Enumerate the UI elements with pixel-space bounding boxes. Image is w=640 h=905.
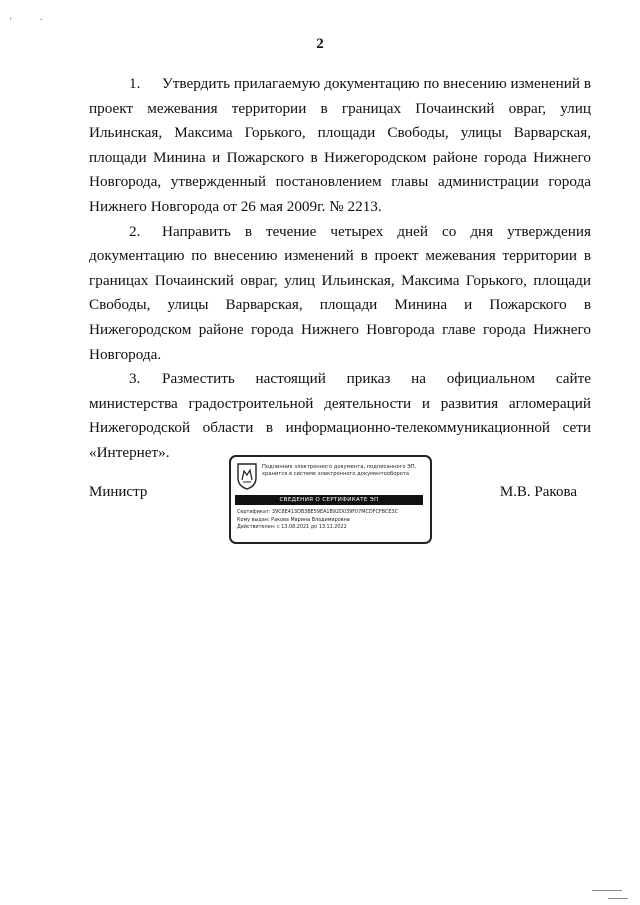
scan-mark	[592, 890, 622, 891]
paragraph-1	[89, 72, 591, 220]
stamp-header: Подлинник электронного документа, подписанного ЭП, хранится в системе электронного документооборота	[262, 464, 417, 477]
coat-of-arms-icon	[236, 462, 258, 490]
scan-mark	[608, 898, 628, 899]
scan-mark: '	[10, 16, 12, 26]
document-body	[89, 72, 591, 466]
paragraph-number: 1.	[129, 75, 141, 92]
certificate-details	[237, 509, 427, 532]
paragraph-number: 2.	[129, 222, 141, 240]
paragraph-text: Разместить настоящий приказ на официальном сайте министерства градостроительной деятельности и развития агломераций Нижегородской области в информационно-телекоммуникационной сети «Интернет».	[89, 370, 591, 461]
paragraph-text: Утвердить прилагаемую документацию по внесению изменений в проект межевания территории в границах Почаинский овраг, улиц Ильинская, Максима Горького, площади Свободы, улицы Варварская, площади Минина и Пожарского в Нижегородском районе города Нижнего Новгорода, утвержденный постановлением главы администрации города Нижнего Новгорода от 26 мая 2009г. № 2213.	[89, 75, 591, 215]
paragraph-2	[89, 220, 591, 368]
certificate-validity: Действителен: с 13.08.2021 до 13.11.2022	[237, 524, 347, 531]
page-number: 2	[316, 36, 324, 52]
paragraph-3	[89, 367, 591, 465]
scan-mark: .	[40, 12, 43, 22]
signer-position: Министр	[89, 484, 148, 500]
signer-name: М.В. Ракова	[499, 484, 577, 500]
stamp-title: СВЕДЕНИЯ О СЕРТИФИКАТЕ ЭП	[235, 495, 423, 505]
certificate-owner: Кому выдан: Ракова Марина Владимировна	[237, 516, 350, 523]
paragraph-text: Направить в течение четырех дней со дня утверждения документацию по внесению изменений в проект межевания территории в границах Почаинский овраг, улиц Ильинская, Максима Горького, площади Свободы, улицы Варварская, площади Минина и Пожарского в Нижегородском районе города Нижнего Новгорода главе города Нижнего Новгорода.	[89, 222, 591, 363]
certificate-number: Сертификат: 39C8E413DB3BE59EA1B92D039F07MCDFCFBCE3C	[237, 509, 398, 515]
electronic-signature-stamp	[229, 455, 432, 544]
paragraph-number: 3.	[129, 370, 141, 388]
